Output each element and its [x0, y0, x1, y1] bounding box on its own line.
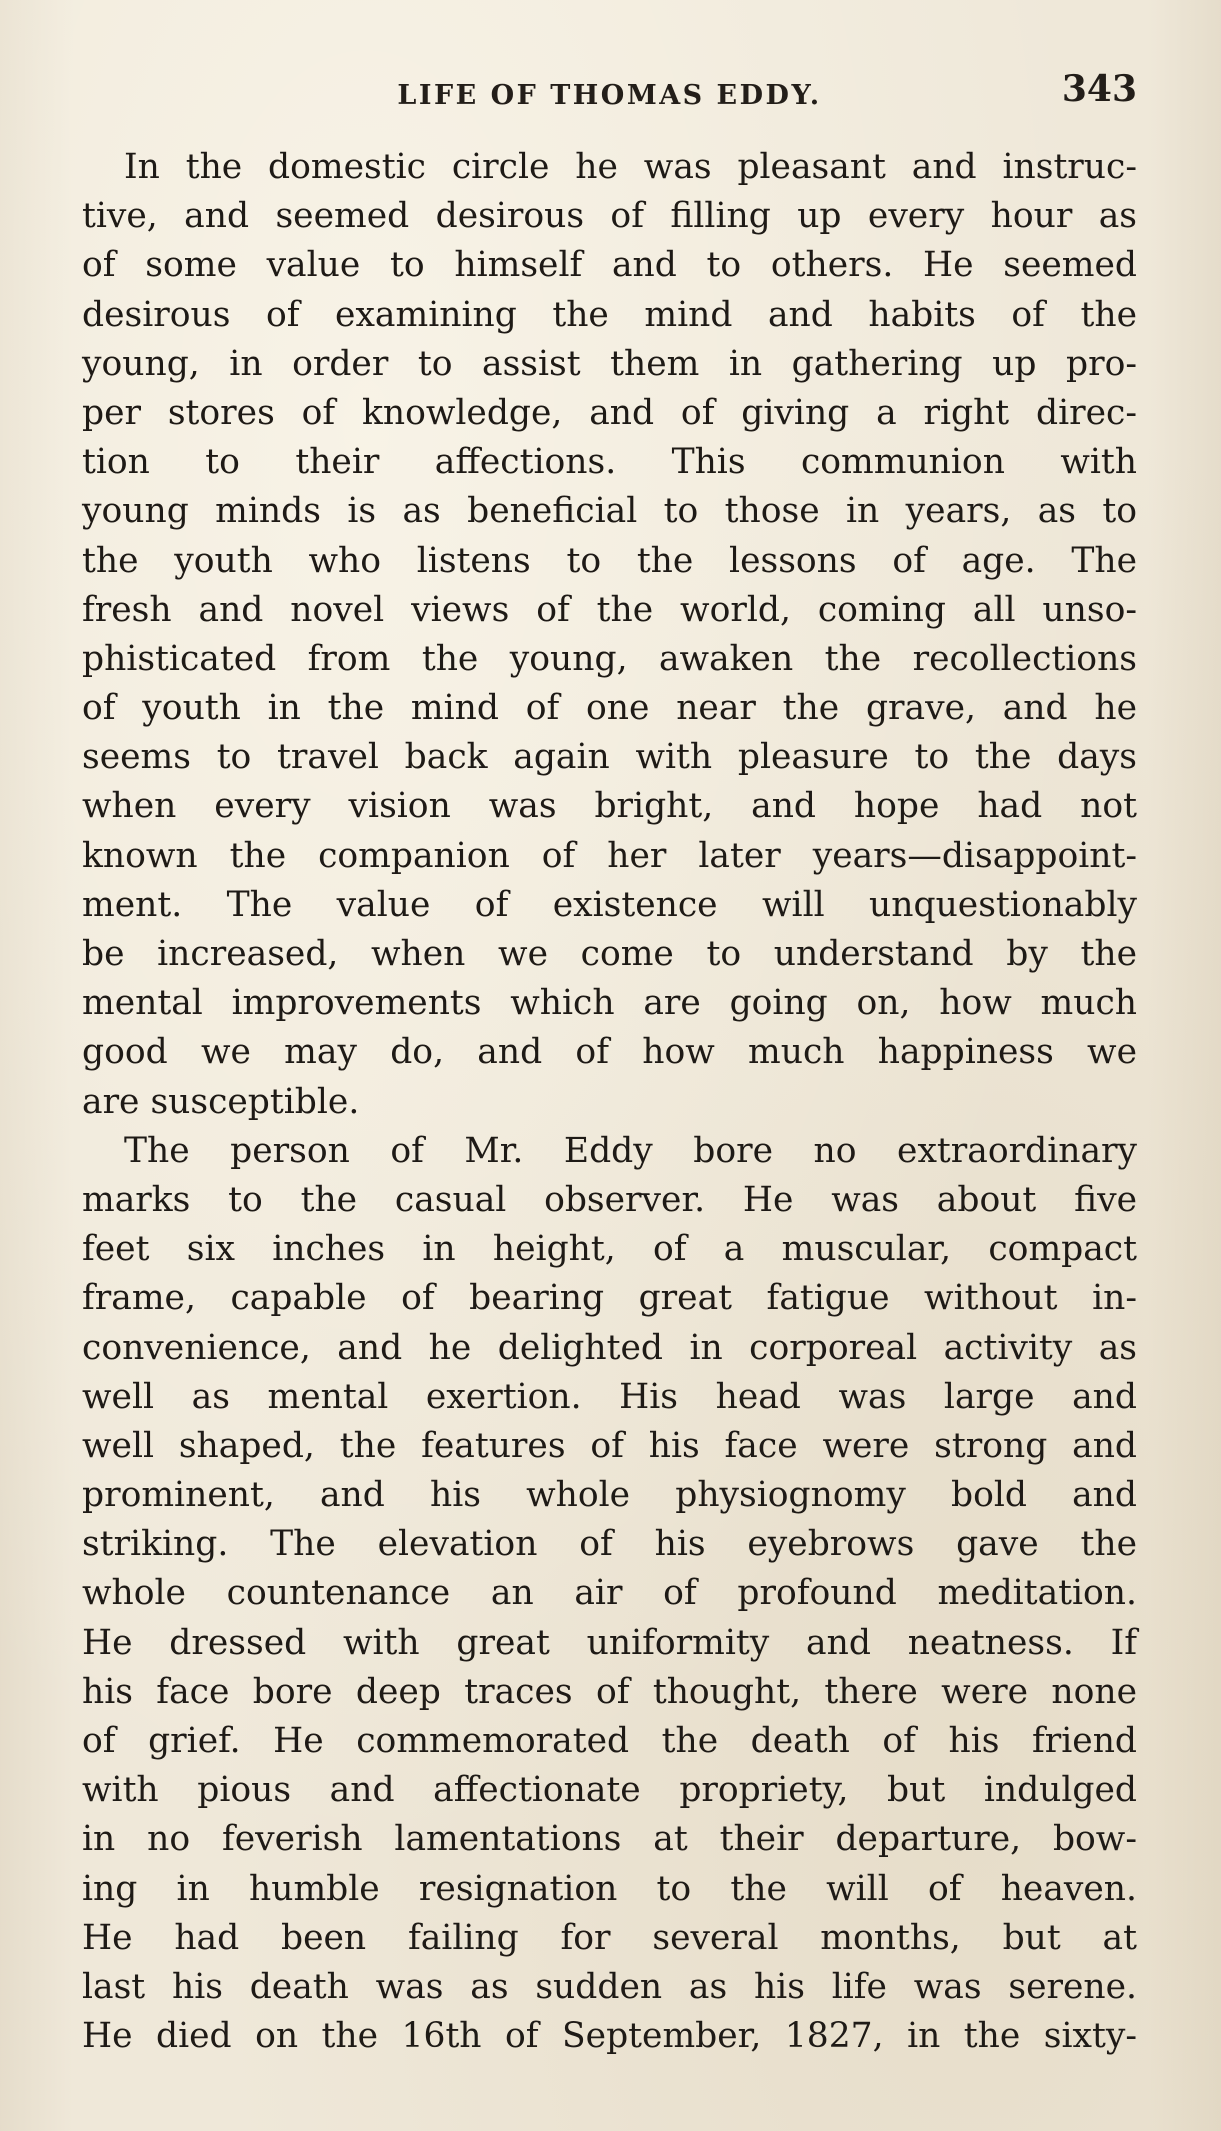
text-line: young minds is as beneficial to those in years, as to	[82, 491, 1137, 532]
text-line: frame, capable of bearing great fatigue without in-	[82, 1278, 1137, 1319]
body-text	[82, 143, 1137, 2061]
text-line: mental improvements which are going on, how much	[82, 983, 1137, 1024]
text-line: young, in order to assist them in gathering up pro-	[82, 343, 1137, 384]
page-number: 343	[1061, 68, 1137, 110]
text-line: phisticated from the young, awaken the recollections	[82, 638, 1137, 679]
text-line: of some value to himself and to others. He seemed	[82, 245, 1137, 286]
text-line: his face bore deep traces of thought, there were none	[82, 1671, 1137, 1712]
text-line: last his death was as sudden as his life was serene.	[82, 1966, 1137, 2007]
text-line: be increased, when we come to understand by the	[82, 934, 1137, 974]
text-line: when every vision was bright, and hope had not	[82, 786, 1137, 827]
text-line: prominent, and his whole physiognomy bold and	[82, 1475, 1137, 1516]
running-head	[82, 68, 1137, 118]
text-line: He dressed with great uniformity and neatness. If	[82, 1622, 1137, 1663]
text-line: well shaped, the features of his face were strong and	[82, 1425, 1137, 1466]
text-line: the youth who listens to the lessons of age. The	[82, 540, 1137, 581]
text-line: tion to their affections. This communion with	[82, 442, 1137, 483]
text-line: tive, and seemed desirous of filling up every hour as	[82, 196, 1137, 237]
text-line: feet six inches in height, of a muscular, compact	[82, 1229, 1137, 1270]
text-line: In the domestic circle he was pleasant and instruc-	[124, 147, 1137, 187]
text-line: ment. The value of existence will unquestionably	[82, 884, 1137, 925]
text-line: fresh and novel views of the world, coming all unso-	[82, 589, 1137, 630]
text-line: good we may do, and of how much happiness we	[82, 1032, 1137, 1073]
text-line: well as mental exertion. His head was large and	[82, 1376, 1137, 1417]
text-line: known the companion of her later years—disappoint-	[82, 835, 1137, 876]
text-line: with pious and affectionate propriety, but indulged	[82, 1770, 1137, 1811]
text-line: He died on the 16th of September, 1827, in the sixty-	[82, 2016, 1137, 2057]
text-line: of youth in the mind of one near the grave, and he	[82, 688, 1137, 729]
text-line: per stores of knowledge, and of giving a right direc-	[82, 392, 1137, 433]
text-line: are susceptible.	[82, 1081, 360, 1122]
text-line: in no feverish lamentations at their departure, bow-	[82, 1819, 1137, 1860]
text-line: convenience, and he delighted in corporeal activity as	[82, 1327, 1137, 1368]
text-line: desirous of examining the mind and habits of the	[82, 294, 1137, 335]
text-line: whole countenance an air of profound meditation.	[82, 1573, 1137, 1614]
text-line: striking. The elevation of his eyebrows gave the	[82, 1524, 1137, 1565]
text-line: He had been failing for several months, but at	[82, 1917, 1137, 1958]
text-line: The person of Mr. Eddy bore no extraordinary	[124, 1130, 1137, 1171]
text-line: of grief. He commemorated the death of his friend	[82, 1721, 1137, 1761]
text-line: ing in humble resignation to the will of heaven.	[82, 1868, 1137, 1909]
text-line: marks to the casual observer. He was about five	[82, 1179, 1137, 1220]
text-line: seems to travel back again with pleasure to the days	[82, 737, 1137, 778]
running-title: LIFE OF THOMAS EDDY.	[397, 80, 822, 111]
